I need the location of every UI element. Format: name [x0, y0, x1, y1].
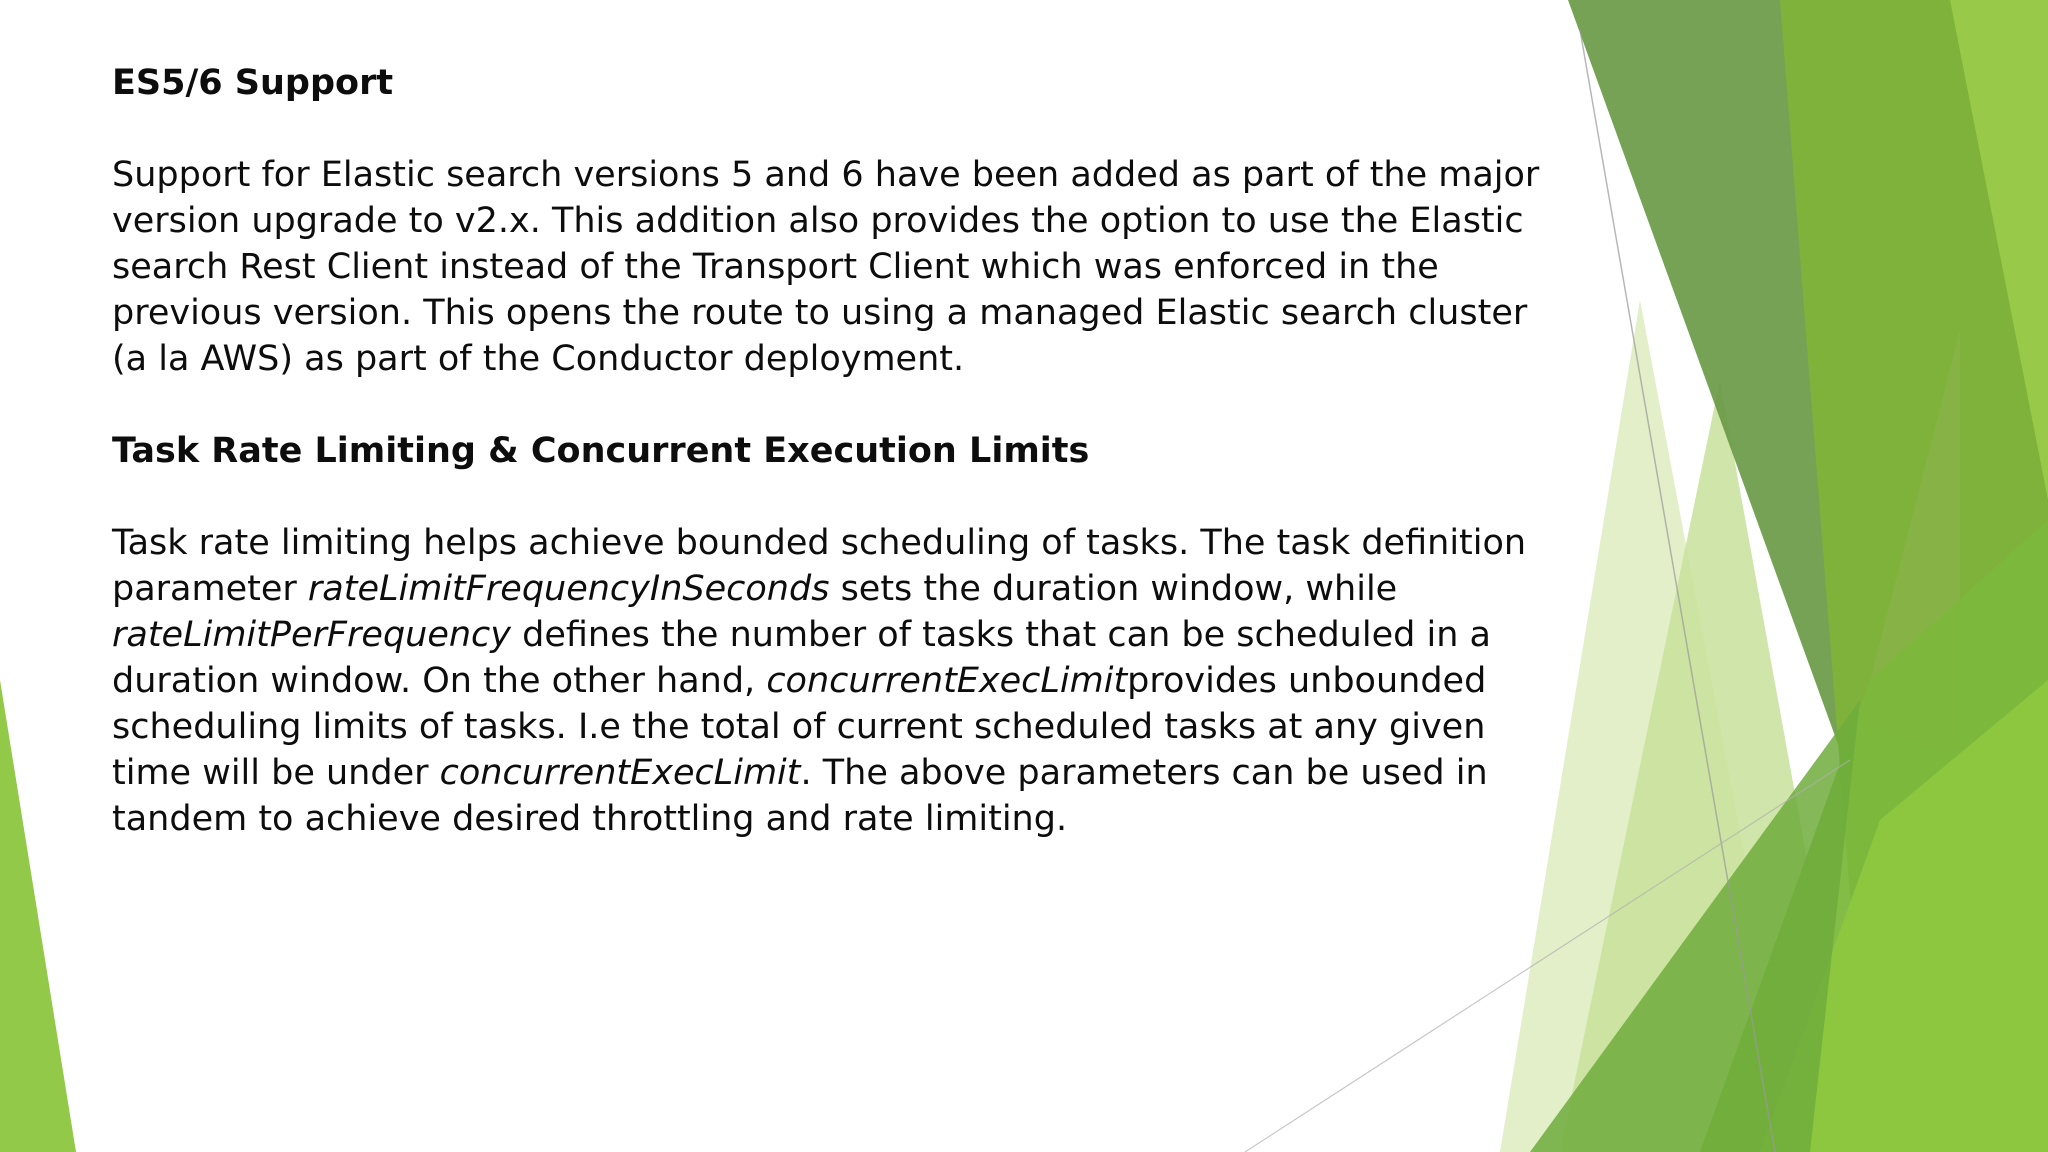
term-rate-limit-per-frequency: rateLimitPerFrequency [112, 615, 512, 655]
section-heading-es-support: ES5/6 Support [112, 63, 394, 103]
term-concurrent-exec-limit: concurrentExecLimit [766, 661, 1128, 701]
term-concurrent-exec-limit-2: concurrentExecLimit [439, 753, 801, 793]
paragraph-text-mid-2: defines the number of tasks that can be scheduled in a duration window. On the other hand, [112, 615, 1491, 701]
paragraph-text-mid-3: provides unbounded scheduling limits of tasks. I.e the total of current scheduled tasks at any given time will be under [112, 661, 1487, 793]
spacer [112, 474, 1572, 520]
paragraph-text-start: Task rate limiting helps achieve bounded scheduling of tasks. The task definition parameter [112, 523, 1527, 609]
term-rate-limit-frequency: rateLimitFrequencyInSeconds [307, 569, 830, 609]
section-paragraph-rate-limiting [112, 520, 1572, 842]
section-paragraph-es-support: Support for Elastic search versions 5 and 6 have been added as part of the major version upgrade to v2.x. This addition also provides the option to use the Elastic search Rest Client instead of the Transport Client which was enforced in the previous version. This opens the route to using a managed Elastic search cluster (a la AWS) as part of the Conductor deployment. [112, 155, 1540, 379]
spacer [112, 382, 1572, 428]
paragraph-text-mid-1: sets the duration window, while [829, 569, 1398, 609]
section-heading-rate-limiting: Task Rate Limiting & Concurrent Execution Limits [112, 431, 1090, 471]
left-green-sliver [0, 680, 76, 1152]
paragraph-text-end: . The above parameters can be used in tandem to achieve desired throttling and rate limiting. [112, 753, 1488, 839]
slide-content [112, 60, 1572, 842]
spacer [112, 106, 1572, 152]
